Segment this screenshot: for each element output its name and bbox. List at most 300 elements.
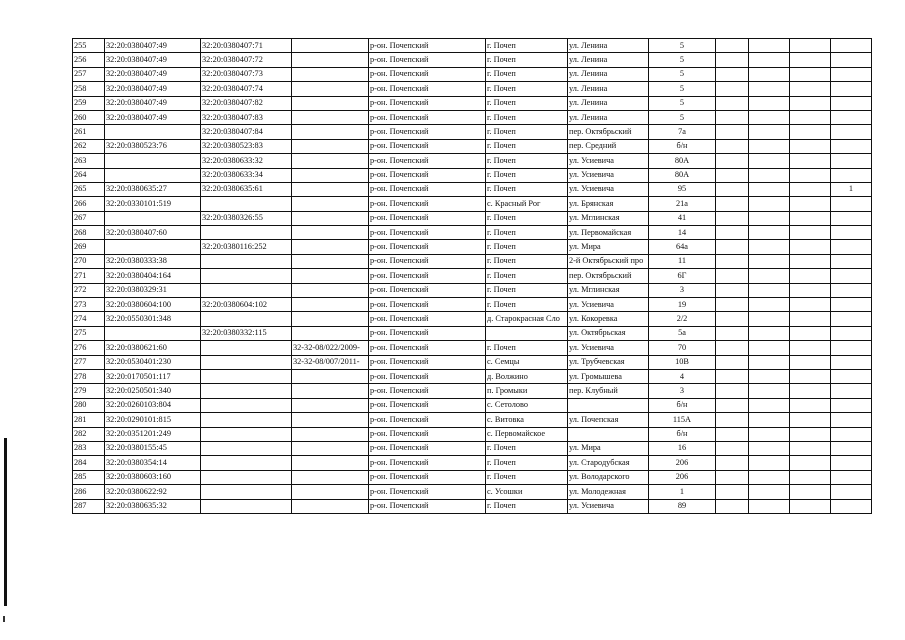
street-cell: ул. Усиевича bbox=[568, 168, 649, 182]
extra-cell-2 bbox=[749, 168, 790, 182]
house-number-cell: 64а bbox=[649, 240, 716, 254]
cadastral-number-cell: 32:20:0250501:340 bbox=[105, 384, 201, 398]
extra-cell-1 bbox=[716, 283, 749, 297]
row-number-cell: 286 bbox=[73, 485, 105, 499]
house-number-cell: 3 bbox=[649, 384, 716, 398]
cadastral-number-cell: 32:20:0380622:92 bbox=[105, 485, 201, 499]
street-cell: ул. Трубчевская bbox=[568, 355, 649, 369]
row-number-cell: 278 bbox=[73, 369, 105, 383]
extra-cell-1 bbox=[716, 39, 749, 53]
house-number-cell: б/н bbox=[649, 427, 716, 441]
extra-cell-4 bbox=[831, 240, 872, 254]
extra-cell-4 bbox=[831, 441, 872, 455]
extra-cell-4 bbox=[831, 67, 872, 81]
extra-cell-2 bbox=[749, 96, 790, 110]
table-row bbox=[73, 485, 872, 499]
district-cell: р-он. Почепский bbox=[369, 355, 486, 369]
object-cadastral-number-cell bbox=[201, 427, 292, 441]
house-number-cell: 11 bbox=[649, 254, 716, 268]
district-cell: р-он. Почепский bbox=[369, 269, 486, 283]
extra-cell-3 bbox=[790, 456, 831, 470]
object-cadastral-number-cell: 32:20:0380604:102 bbox=[201, 298, 292, 312]
locality-cell: г. Почеп bbox=[486, 110, 568, 124]
street-cell: ул. Первомайская bbox=[568, 226, 649, 240]
extra-cell-3 bbox=[790, 53, 831, 67]
extra-cell-1 bbox=[716, 182, 749, 196]
object-cadastral-number-cell bbox=[201, 413, 292, 427]
locality-cell: г. Почеп bbox=[486, 298, 568, 312]
registration-number-cell bbox=[292, 168, 369, 182]
table-row bbox=[73, 211, 872, 225]
extra-cell-3 bbox=[790, 67, 831, 81]
registration-number-cell bbox=[292, 211, 369, 225]
extra-cell-3 bbox=[790, 154, 831, 168]
table-row bbox=[73, 269, 872, 283]
house-number-cell: 21а bbox=[649, 197, 716, 211]
extra-cell-3 bbox=[790, 182, 831, 196]
object-cadastral-number-cell bbox=[201, 283, 292, 297]
cadastral-number-cell: 32:20:0380404:164 bbox=[105, 269, 201, 283]
district-cell: р-он. Почепский bbox=[369, 67, 486, 81]
row-number-cell: 269 bbox=[73, 240, 105, 254]
extra-cell-4 bbox=[831, 485, 872, 499]
house-number-cell: 95 bbox=[649, 182, 716, 196]
house-number-cell: 6Г bbox=[649, 269, 716, 283]
table-row bbox=[73, 82, 872, 96]
extra-cell-3 bbox=[790, 312, 831, 326]
extra-cell-4 bbox=[831, 39, 872, 53]
extra-cell-1 bbox=[716, 168, 749, 182]
extra-cell-4 bbox=[831, 82, 872, 96]
row-number-cell: 268 bbox=[73, 226, 105, 240]
row-number-cell: 285 bbox=[73, 470, 105, 484]
cadastral-number-cell: 32:20:0550301:348 bbox=[105, 312, 201, 326]
house-number-cell: 10В bbox=[649, 355, 716, 369]
cadastral-number-cell: 32:20:0380329:31 bbox=[105, 283, 201, 297]
table-row bbox=[73, 470, 872, 484]
locality-cell: с. Первомайское bbox=[486, 427, 568, 441]
district-cell: р-он. Почепский bbox=[369, 413, 486, 427]
street-cell: ул. Ленина bbox=[568, 67, 649, 81]
extra-cell-2 bbox=[749, 384, 790, 398]
row-number-cell: 271 bbox=[73, 269, 105, 283]
extra-cell-2 bbox=[749, 369, 790, 383]
district-cell: р-он. Почепский bbox=[369, 197, 486, 211]
extra-cell-4 bbox=[831, 427, 872, 441]
street-cell: ул. Мира bbox=[568, 240, 649, 254]
house-number-cell: 5 bbox=[649, 96, 716, 110]
extra-cell-4 bbox=[831, 53, 872, 67]
object-cadastral-number-cell bbox=[201, 398, 292, 412]
registration-number-cell bbox=[292, 197, 369, 211]
table-row bbox=[73, 427, 872, 441]
district-cell: р-он. Почепский bbox=[369, 240, 486, 254]
extra-cell-2 bbox=[749, 413, 790, 427]
cadastral-number-cell bbox=[105, 240, 201, 254]
street-cell: ул. Мира bbox=[568, 441, 649, 455]
extra-cell-1 bbox=[716, 427, 749, 441]
extra-cell-1 bbox=[716, 499, 749, 513]
locality-cell: с. Витовка bbox=[486, 413, 568, 427]
district-cell: р-он. Почепский bbox=[369, 254, 486, 268]
extra-cell-2 bbox=[749, 283, 790, 297]
district-cell: р-он. Почепский bbox=[369, 456, 486, 470]
locality-cell: г. Почеп bbox=[486, 269, 568, 283]
extra-cell-3 bbox=[790, 326, 831, 340]
extra-cell-3 bbox=[790, 39, 831, 53]
cadastral-number-cell: 32:20:0380407:49 bbox=[105, 67, 201, 81]
locality-cell: с. Усошки bbox=[486, 485, 568, 499]
extra-cell-2 bbox=[749, 211, 790, 225]
street-cell: ул. Почепская bbox=[568, 413, 649, 427]
cadastral-number-cell: 32:20:0380407:49 bbox=[105, 110, 201, 124]
locality-cell: г. Почеп bbox=[486, 39, 568, 53]
locality-cell: г. Почеп bbox=[486, 67, 568, 81]
row-number-cell: 260 bbox=[73, 110, 105, 124]
table-row bbox=[73, 240, 872, 254]
house-number-cell: 3 bbox=[649, 283, 716, 297]
extra-cell-2 bbox=[749, 254, 790, 268]
registration-number-cell bbox=[292, 53, 369, 67]
district-cell: р-он. Почепский bbox=[369, 499, 486, 513]
extra-cell-2 bbox=[749, 82, 790, 96]
extra-cell-2 bbox=[749, 427, 790, 441]
registration-number-cell bbox=[292, 82, 369, 96]
extra-cell-3 bbox=[790, 341, 831, 355]
extra-cell-2 bbox=[749, 139, 790, 153]
registration-number-cell bbox=[292, 96, 369, 110]
extra-cell-3 bbox=[790, 96, 831, 110]
object-cadastral-number-cell: 32:20:0380633:32 bbox=[201, 154, 292, 168]
extra-cell-3 bbox=[790, 427, 831, 441]
extra-cell-1 bbox=[716, 53, 749, 67]
extra-cell-1 bbox=[716, 110, 749, 124]
table-row bbox=[73, 182, 872, 196]
locality-cell: г. Почеп bbox=[486, 96, 568, 110]
cadastral-number-cell: 32:20:0260103:804 bbox=[105, 398, 201, 412]
row-number-cell: 257 bbox=[73, 67, 105, 81]
house-number-cell: 7а bbox=[649, 125, 716, 139]
extra-cell-2 bbox=[749, 355, 790, 369]
extra-cell-3 bbox=[790, 369, 831, 383]
row-number-cell: 262 bbox=[73, 139, 105, 153]
table-row bbox=[73, 154, 872, 168]
row-number-cell: 255 bbox=[73, 39, 105, 53]
table-row bbox=[73, 312, 872, 326]
house-number-cell: 14 bbox=[649, 226, 716, 240]
extra-cell-1 bbox=[716, 254, 749, 268]
street-cell: ул. Володарского bbox=[568, 470, 649, 484]
table-row bbox=[73, 456, 872, 470]
row-number-cell: 274 bbox=[73, 312, 105, 326]
table-row bbox=[73, 298, 872, 312]
district-cell: р-он. Почепский bbox=[369, 384, 486, 398]
registration-number-cell bbox=[292, 139, 369, 153]
street-cell: ул. Мглинская bbox=[568, 283, 649, 297]
registration-number-cell bbox=[292, 499, 369, 513]
locality-cell: п. Громыки bbox=[486, 384, 568, 398]
registration-number-cell bbox=[292, 470, 369, 484]
extra-cell-1 bbox=[716, 456, 749, 470]
extra-cell-4 bbox=[831, 110, 872, 124]
extra-cell-4 bbox=[831, 211, 872, 225]
registration-number-cell bbox=[292, 326, 369, 340]
district-cell: р-он. Почепский bbox=[369, 82, 486, 96]
cadastral-number-cell: 32:20:0380635:32 bbox=[105, 499, 201, 513]
registration-number-cell bbox=[292, 369, 369, 383]
cadastral-number-cell: 32:20:0380407:49 bbox=[105, 96, 201, 110]
extra-cell-3 bbox=[790, 211, 831, 225]
extra-cell-2 bbox=[749, 240, 790, 254]
scan-edge-tick bbox=[3, 616, 5, 622]
extra-cell-2 bbox=[749, 441, 790, 455]
locality-cell: д. Старокрасная Сло bbox=[486, 312, 568, 326]
extra-cell-3 bbox=[790, 355, 831, 369]
extra-cell-4 bbox=[831, 398, 872, 412]
extra-cell-2 bbox=[749, 398, 790, 412]
locality-cell: д. Волжино bbox=[486, 369, 568, 383]
street-cell: ул. Ленина bbox=[568, 53, 649, 67]
district-cell: р-он. Почепский bbox=[369, 470, 486, 484]
table-row bbox=[73, 398, 872, 412]
extra-cell-2 bbox=[749, 110, 790, 124]
extra-cell-1 bbox=[716, 82, 749, 96]
extra-cell-1 bbox=[716, 441, 749, 455]
locality-cell: г. Почеп bbox=[486, 254, 568, 268]
object-cadastral-number-cell bbox=[201, 254, 292, 268]
locality-cell: с. Красный Рог bbox=[486, 197, 568, 211]
row-number-cell: 266 bbox=[73, 197, 105, 211]
extra-cell-4 bbox=[831, 154, 872, 168]
registration-number-cell bbox=[292, 456, 369, 470]
extra-cell-4 bbox=[831, 125, 872, 139]
street-cell bbox=[568, 398, 649, 412]
table-row bbox=[73, 168, 872, 182]
street-cell: ул. Мглинская bbox=[568, 211, 649, 225]
district-cell: р-он. Почепский bbox=[369, 398, 486, 412]
table-row bbox=[73, 499, 872, 513]
extra-cell-4 bbox=[831, 355, 872, 369]
street-cell: 2-й Октябрьский про bbox=[568, 254, 649, 268]
extra-cell-1 bbox=[716, 341, 749, 355]
table-row bbox=[73, 441, 872, 455]
cadastral-number-cell: 32:20:0530401:230 bbox=[105, 355, 201, 369]
extra-cell-1 bbox=[716, 125, 749, 139]
district-cell: р-он. Почепский bbox=[369, 39, 486, 53]
extra-cell-4 bbox=[831, 341, 872, 355]
extra-cell-1 bbox=[716, 413, 749, 427]
table-row bbox=[73, 326, 872, 340]
cadastral-number-cell bbox=[105, 211, 201, 225]
street-cell: ул. Усиевича bbox=[568, 499, 649, 513]
extra-cell-2 bbox=[749, 499, 790, 513]
extra-cell-3 bbox=[790, 197, 831, 211]
extra-cell-1 bbox=[716, 326, 749, 340]
street-cell: ул. Усиевича bbox=[568, 341, 649, 355]
district-cell: р-он. Почепский bbox=[369, 168, 486, 182]
table-row bbox=[73, 197, 872, 211]
extra-cell-2 bbox=[749, 53, 790, 67]
house-number-cell: б/н bbox=[649, 398, 716, 412]
cadastral-number-cell bbox=[105, 326, 201, 340]
locality-cell: с. Сетолово bbox=[486, 398, 568, 412]
house-number-cell: б/н bbox=[649, 139, 716, 153]
row-number-cell: 282 bbox=[73, 427, 105, 441]
extra-cell-3 bbox=[790, 441, 831, 455]
cadastral-number-cell: 32:20:0170501:117 bbox=[105, 369, 201, 383]
extra-cell-4 bbox=[831, 384, 872, 398]
table-row bbox=[73, 369, 872, 383]
street-cell: ул. Ленина bbox=[568, 82, 649, 96]
table-row bbox=[73, 341, 872, 355]
street-cell: ул. Кокоревка bbox=[568, 312, 649, 326]
locality-cell: г. Почеп bbox=[486, 226, 568, 240]
cadastral-number-cell: 32:20:0380407:49 bbox=[105, 82, 201, 96]
street-cell: ул. Молодежная bbox=[568, 485, 649, 499]
extra-cell-4 bbox=[831, 226, 872, 240]
object-cadastral-number-cell bbox=[201, 384, 292, 398]
registration-number-cell bbox=[292, 312, 369, 326]
house-number-cell: 1 bbox=[649, 485, 716, 499]
district-cell: р-он. Почепский bbox=[369, 441, 486, 455]
object-cadastral-number-cell: 32:20:0380635:61 bbox=[201, 182, 292, 196]
house-number-cell: 4 bbox=[649, 369, 716, 383]
extra-cell-2 bbox=[749, 470, 790, 484]
table-row bbox=[73, 67, 872, 81]
row-number-cell: 256 bbox=[73, 53, 105, 67]
object-cadastral-number-cell bbox=[201, 312, 292, 326]
extra-cell-2 bbox=[749, 485, 790, 499]
extra-cell-2 bbox=[749, 341, 790, 355]
street-cell bbox=[568, 427, 649, 441]
house-number-cell: 2/2 bbox=[649, 312, 716, 326]
table-row bbox=[73, 125, 872, 139]
cadastral-number-cell: 32:20:0351201:249 bbox=[105, 427, 201, 441]
extra-cell-3 bbox=[790, 384, 831, 398]
extra-cell-1 bbox=[716, 67, 749, 81]
extra-cell-3 bbox=[790, 470, 831, 484]
extra-cell-3 bbox=[790, 110, 831, 124]
cadastral-number-cell: 32:20:0330101:519 bbox=[105, 197, 201, 211]
extra-cell-1 bbox=[716, 226, 749, 240]
street-cell: ул. Усиевича bbox=[568, 154, 649, 168]
cadastral-number-cell bbox=[105, 154, 201, 168]
house-number-cell: 5 bbox=[649, 110, 716, 124]
house-number-cell: 5 bbox=[649, 82, 716, 96]
row-number-cell: 281 bbox=[73, 413, 105, 427]
extra-cell-4 bbox=[831, 456, 872, 470]
extra-cell-4 bbox=[831, 269, 872, 283]
extra-cell-3 bbox=[790, 269, 831, 283]
extra-cell-3 bbox=[790, 298, 831, 312]
table-row bbox=[73, 283, 872, 297]
extra-cell-4 bbox=[831, 413, 872, 427]
extra-cell-4: 1 bbox=[831, 182, 872, 196]
street-cell: ул. Ленина bbox=[568, 110, 649, 124]
cadastral-number-cell bbox=[105, 168, 201, 182]
registration-number-cell: 32-32-08/007/2011- bbox=[292, 355, 369, 369]
district-cell: р-он. Почепский bbox=[369, 369, 486, 383]
district-cell: р-он. Почепский bbox=[369, 485, 486, 499]
extra-cell-1 bbox=[716, 398, 749, 412]
extra-cell-4 bbox=[831, 254, 872, 268]
registration-number-cell bbox=[292, 298, 369, 312]
extra-cell-4 bbox=[831, 312, 872, 326]
object-cadastral-number-cell bbox=[201, 269, 292, 283]
locality-cell: г. Почеп bbox=[486, 456, 568, 470]
object-cadastral-number-cell: 32:20:0380407:82 bbox=[201, 96, 292, 110]
district-cell: р-он. Почепский bbox=[369, 125, 486, 139]
object-cadastral-number-cell bbox=[201, 441, 292, 455]
extra-cell-3 bbox=[790, 139, 831, 153]
extra-cell-1 bbox=[716, 355, 749, 369]
object-cadastral-number-cell: 32:20:0380407:71 bbox=[201, 39, 292, 53]
object-cadastral-number-cell bbox=[201, 485, 292, 499]
house-number-cell: 5а bbox=[649, 326, 716, 340]
extra-cell-1 bbox=[716, 154, 749, 168]
district-cell: р-он. Почепский bbox=[369, 182, 486, 196]
extra-cell-3 bbox=[790, 485, 831, 499]
extra-cell-3 bbox=[790, 226, 831, 240]
object-cadastral-number-cell: 32:20:0380407:74 bbox=[201, 82, 292, 96]
locality-cell: г. Почеп bbox=[486, 82, 568, 96]
object-cadastral-number-cell bbox=[201, 456, 292, 470]
house-number-cell: 80А bbox=[649, 168, 716, 182]
locality-cell: г. Почеп bbox=[486, 53, 568, 67]
extra-cell-1 bbox=[716, 211, 749, 225]
extra-cell-3 bbox=[790, 168, 831, 182]
object-cadastral-number-cell: 32:20:0380407:84 bbox=[201, 125, 292, 139]
registration-number-cell bbox=[292, 413, 369, 427]
registration-number-cell bbox=[292, 269, 369, 283]
extra-cell-1 bbox=[716, 369, 749, 383]
house-number-cell: 206 bbox=[649, 470, 716, 484]
extra-cell-1 bbox=[716, 197, 749, 211]
locality-cell: г. Почеп bbox=[486, 283, 568, 297]
house-number-cell: 5 bbox=[649, 53, 716, 67]
table-row bbox=[73, 53, 872, 67]
cadastral-number-cell: 32:20:0380523:76 bbox=[105, 139, 201, 153]
row-number-cell: 280 bbox=[73, 398, 105, 412]
extra-cell-2 bbox=[749, 125, 790, 139]
extra-cell-1 bbox=[716, 384, 749, 398]
cadastral-number-cell: 32:20:0380407:49 bbox=[105, 53, 201, 67]
registration-number-cell bbox=[292, 125, 369, 139]
district-cell: р-он. Почепский bbox=[369, 427, 486, 441]
extra-cell-1 bbox=[716, 139, 749, 153]
extra-cell-2 bbox=[749, 298, 790, 312]
cadastral-number-cell: 32:20:0380333:38 bbox=[105, 254, 201, 268]
locality-cell: г. Почеп bbox=[486, 182, 568, 196]
house-number-cell: 19 bbox=[649, 298, 716, 312]
cadastral-number-cell: 32:20:0380407:49 bbox=[105, 39, 201, 53]
extra-cell-2 bbox=[749, 182, 790, 196]
street-cell: ул. Ленина bbox=[568, 39, 649, 53]
district-cell: р-он. Почепский bbox=[369, 312, 486, 326]
extra-cell-4 bbox=[831, 298, 872, 312]
cadastral-number-cell: 32:20:0380155:45 bbox=[105, 441, 201, 455]
extra-cell-1 bbox=[716, 269, 749, 283]
cadastral-number-cell: 32:20:0380354:14 bbox=[105, 456, 201, 470]
extra-cell-2 bbox=[749, 39, 790, 53]
row-number-cell: 261 bbox=[73, 125, 105, 139]
table-row bbox=[73, 110, 872, 124]
cadastral-number-cell: 32:20:0380635:27 bbox=[105, 182, 201, 196]
row-number-cell: 259 bbox=[73, 96, 105, 110]
row-number-cell: 287 bbox=[73, 499, 105, 513]
district-cell: р-он. Почепский bbox=[369, 341, 486, 355]
locality-cell: г. Почеп bbox=[486, 240, 568, 254]
